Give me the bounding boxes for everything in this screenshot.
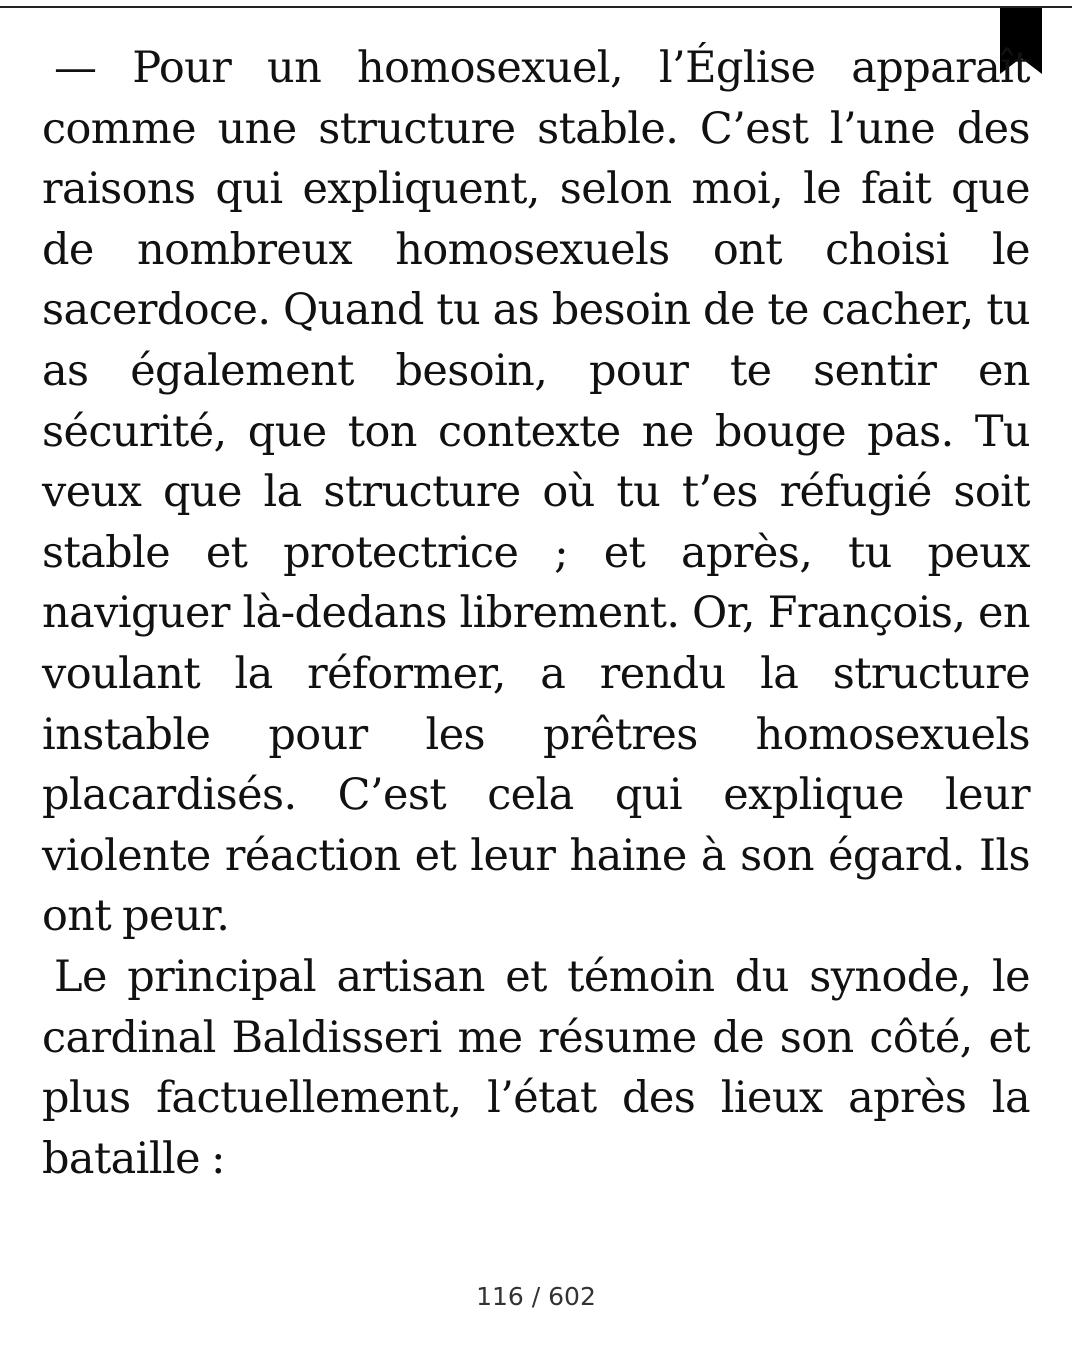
paragraph-1: — Pour un homosexuel, l’Église apparaît comme une structure stable. C’est l’une des raisons qui expliquent, selon moi, le fait que de nombreux homosexuels ont choisi le sacerdoce. Quand tu as besoin de te cacher, tu as également besoin, pour te sentir en sécurité, que ton contexte ne bouge pas. Tu veux que la structure où tu t’es réfugié soit stable et protectrice ; et après, tu peux naviguer là-dedans librement. Or, François, en voulant la réformer, a rendu la structure instable pour les prêtres homosexuels placardisés. C’est cela qui explique leur violente réaction et leur haine à son égard. Ils ont peur.: [42, 43, 1030, 942]
page-indicator: 116 / 602: [476, 1282, 596, 1311]
page-body: [42, 38, 1030, 1189]
paragraph-2: Le principal artisan et témoin du synode, le cardinal Baldisseri me résume de son côté, et plus factuellement, l’état des lieux après la bataille :: [42, 951, 1030, 1184]
top-divider: [0, 6, 1072, 8]
